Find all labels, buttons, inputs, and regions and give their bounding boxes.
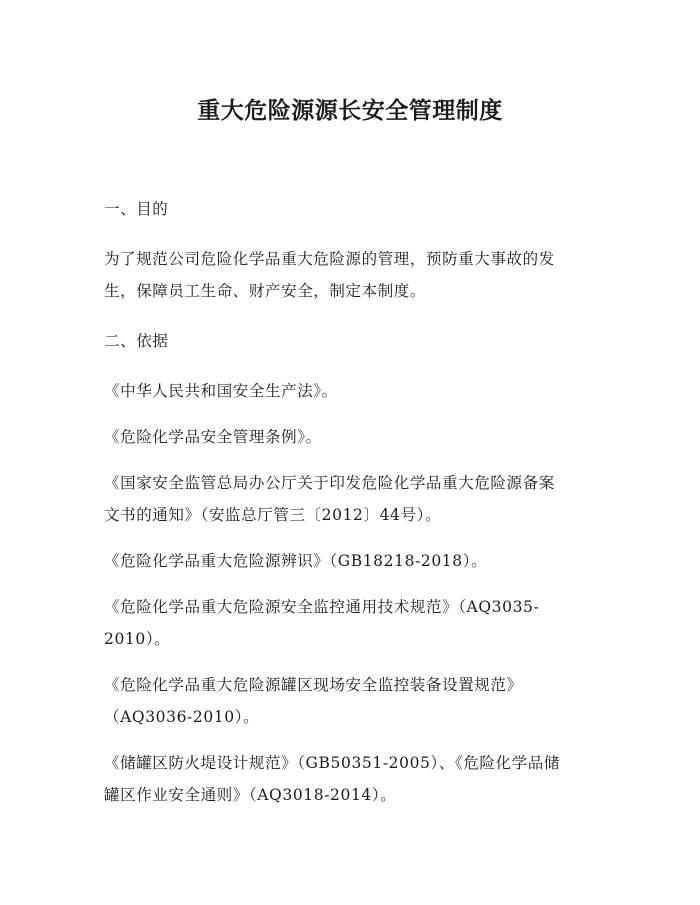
document-title: 重大危险源源长安全管理制度 [197, 98, 503, 124]
basis-item-5-line-2: 2010）。 [104, 630, 171, 648]
basis-item [104, 375, 594, 407]
basis-item-2-line-1: 《危险化学品安全管理条例》。 [104, 428, 322, 446]
basis-item [104, 421, 594, 453]
basis-item [104, 747, 594, 811]
purpose-line-1: 为了规范公司危险化学品重大危险源的管理，预防重大事故的发 [104, 250, 555, 268]
basis-item-6-line-2: （AQ3036-2010）。 [104, 708, 260, 726]
purpose-line-2: 生，保障员工生命、财产安全，制定本制度。 [104, 282, 427, 300]
basis-item-4-line-1: 《危险化学品重大危险源辨识》（GB18218-2018）。 [104, 552, 488, 570]
basis-item-3-line-2: 文书的通知》（安监总厅管三〔2012〕44号）。 [104, 506, 442, 524]
basis-item-7-line-1: 《储罐区防火堤设计规范》（GB50351-2005）、《危险化学品储 [104, 754, 560, 772]
basis-item [104, 669, 594, 733]
basis-item [104, 545, 594, 577]
basis-item-6-line-1: 《危险化学品重大危险源罐区现场安全监控装备设置规范》 [104, 676, 523, 694]
purpose-paragraph [104, 243, 594, 307]
basis-item [104, 467, 594, 531]
basis-item-5-line-1: 《危险化学品重大危险源安全监控通用技术规范》（AQ3035- [104, 598, 540, 616]
basis-item-3-line-1: 《国家安全监管总局办公厅关于印发危险化学品重大危险源备案 [104, 474, 555, 492]
document-body [104, 193, 594, 811]
basis-item-1-line-1: 《中华人民共和国安全生产法》。 [104, 382, 338, 400]
section-heading-basis: 二、依据 [104, 332, 169, 350]
section-heading-purpose: 一、目的 [104, 200, 169, 218]
basis-item [104, 591, 594, 655]
basis-item-7-line-2: 罐区作业安全通则》（AQ3018-2014）。 [104, 786, 397, 804]
